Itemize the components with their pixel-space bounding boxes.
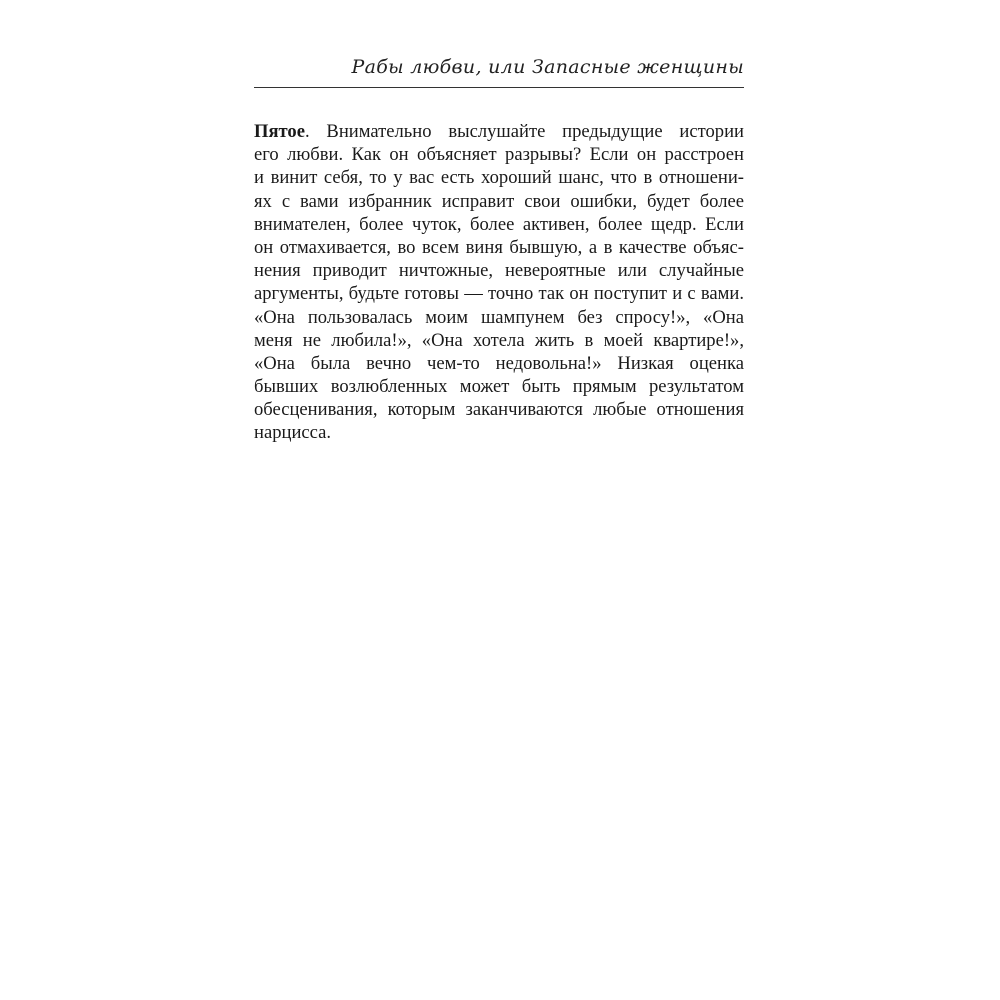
body-line-6: он отмахивается, во всем виня бывшую, а в качестве объяс- [254,236,744,258]
body-line-11: «Она была вечно чем-то недовольна!» Низкая оценка [254,352,744,374]
body-line-8: аргументы, будьте готовы — точно так он поступит и с вами. [254,283,744,305]
header-rule [254,87,744,88]
body-line-14: нарцисса. [254,422,332,444]
body-line-13: обесценивания, которым заканчиваются любые отношения [254,399,744,421]
body-line-4: ях с вами избранник исправит свои ошибки, будет более [254,190,744,212]
lead-word: Пятое [254,121,305,142]
body-line-1 [254,120,744,143]
body-line-10: меня не любила!», «Она хотела жить в моей квартире!», [254,329,744,351]
body-paragraph [254,120,744,445]
body-line-3: и винит себя, то у вас есть хороший шанс, что в отношени- [254,167,744,189]
body-line-2: его любви. Как он объясняет разрывы? Если он расстроен [254,144,744,166]
body-line-5: внимателен, более чуток, более активен, более щедр. Если [254,213,744,235]
body-line-1-text: . Внимательно выслушайте предыдущие истории [304,121,744,142]
body-line-9: «Она пользовалась моим шампунем без спросу!», «Она [254,306,744,328]
body-line-12: бывших возлюбленных может быть прямым результатом [254,376,744,398]
running-header: Рабы любви, или Запасные женщины [351,56,744,78]
body-line-7: нения приводит ничтожные, невероятные или случайные [254,260,744,282]
